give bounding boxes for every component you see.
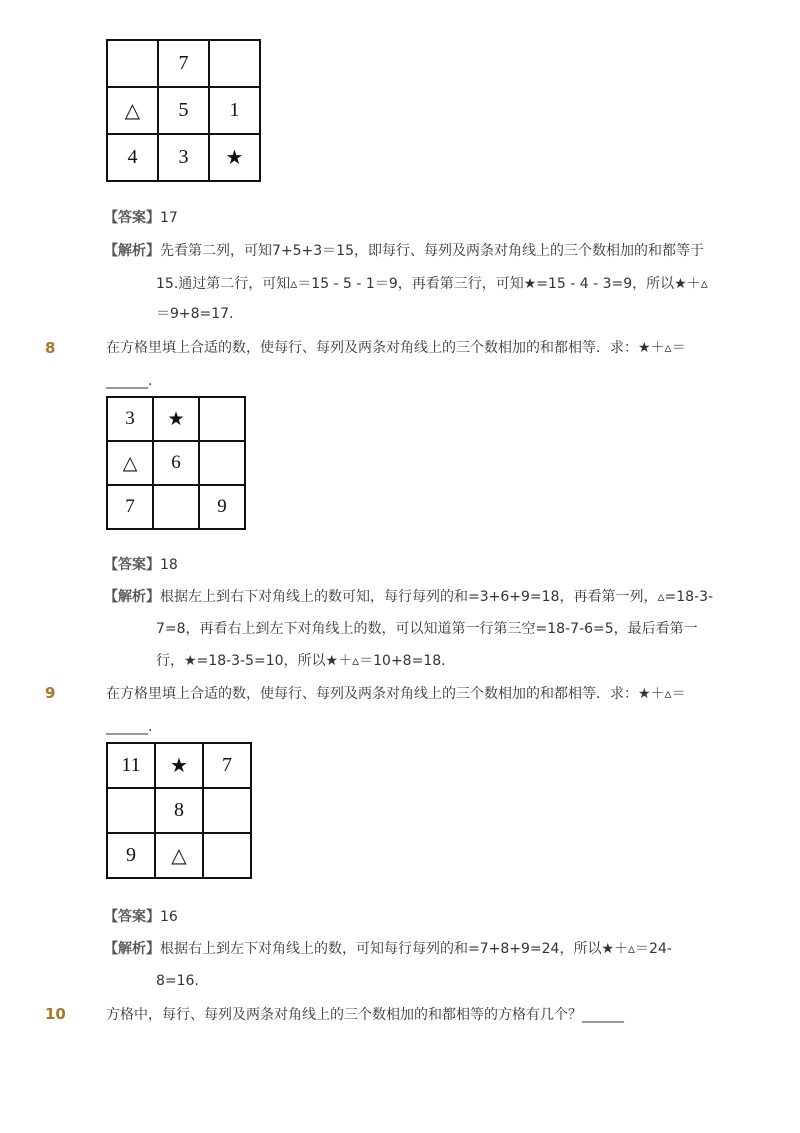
analysis-line: ＝9+8=17. bbox=[156, 306, 234, 322]
grid-cell bbox=[153, 485, 199, 529]
analysis-row-q8 bbox=[104, 588, 713, 606]
triangle-icon: △ bbox=[107, 87, 158, 134]
question-number: 10 bbox=[45, 1005, 66, 1023]
grid-cell: 9 bbox=[107, 833, 155, 878]
grid-cell: 8 bbox=[155, 788, 203, 833]
grid-cell bbox=[199, 441, 245, 485]
grid-cell: 7 bbox=[107, 485, 153, 529]
analysis-line: 先看第二列，可知7+5+3＝15，即每行、每列及两条对角线上的三个数相加的和都等于 bbox=[160, 243, 704, 259]
grid-cell: 9 bbox=[199, 485, 245, 529]
grid-cell bbox=[203, 833, 251, 878]
analysis-line: 8=16. bbox=[156, 973, 199, 989]
grid-cell bbox=[203, 788, 251, 833]
grid-cell: 7 bbox=[158, 40, 209, 87]
analysis-line: 7=8，再看右上到左下对角线上的数，可以知道第一行第三空=18-7-6=5，最后看第一 bbox=[156, 621, 698, 637]
grid-cell: 1 bbox=[209, 87, 260, 134]
analysis-tag: 【解析】 bbox=[104, 941, 160, 957]
star-icon: ★ bbox=[155, 743, 203, 788]
question-text: 在方格里填上合适的数，使每行、每列及两条对角线上的三个数相加的和都相等．求：★＋▵＝ bbox=[106, 340, 686, 356]
answer-value: 17 bbox=[160, 210, 178, 226]
grid-cell bbox=[209, 40, 260, 87]
grid-cell: 5 bbox=[158, 87, 209, 134]
question-number: 9 bbox=[45, 684, 56, 702]
analysis-line: 行，★=18-3-5=10，所以★＋▵＝10+8=18. bbox=[156, 653, 446, 669]
answer-row-q8 bbox=[104, 556, 178, 574]
question-text: 在方格里填上合适的数，使每行、每列及两条对角线上的三个数相加的和都相等．求：★＋▵＝ bbox=[106, 686, 686, 702]
analysis-tag: 【解析】 bbox=[104, 243, 160, 259]
grid-cell: 7 bbox=[203, 743, 251, 788]
grid-cell bbox=[107, 40, 158, 87]
analysis-line: 根据右上到左下对角线上的数，可知每行每列的和=7+8+9=24，所以★＋▵＝24- bbox=[160, 941, 672, 957]
answer-tag: 【答案】 bbox=[104, 210, 160, 226]
analysis-line: 根据左上到右下对角线上的数可知，每行每列的和=3+6+9=18，再看第一列，▵=18-3- bbox=[160, 589, 714, 605]
answer-tag: 【答案】 bbox=[104, 909, 160, 925]
answer-row-q9 bbox=[104, 908, 178, 926]
grid-cell: 11 bbox=[107, 743, 155, 788]
question-number: 8 bbox=[45, 339, 56, 357]
grid-cell bbox=[199, 397, 245, 441]
magic-square-q7 bbox=[106, 39, 261, 182]
analysis-line: 15.通过第二行，可知▵＝15 - 5 - 1＝9，再看第三行，可知★=15 - 4 - 3=9，所以★＋▵ bbox=[156, 276, 708, 292]
analysis-row-q9 bbox=[104, 940, 672, 958]
answer-tag: 【答案】 bbox=[104, 557, 160, 573]
grid-cell: 6 bbox=[153, 441, 199, 485]
question-text: 方格中，每行、每列及两条对角线上的三个数相加的和都相等的方格有几个？______ bbox=[106, 1007, 624, 1023]
grid-cell: 4 bbox=[107, 134, 158, 181]
grid-cell: 3 bbox=[158, 134, 209, 181]
star-icon: ★ bbox=[153, 397, 199, 441]
answer-value: 16 bbox=[160, 909, 178, 925]
answer-blank: ______. bbox=[106, 373, 153, 389]
triangle-icon: △ bbox=[155, 833, 203, 878]
triangle-icon: △ bbox=[107, 441, 153, 485]
answer-blank: ______. bbox=[106, 719, 153, 735]
analysis-tag: 【解析】 bbox=[104, 589, 160, 605]
analysis-row-q7 bbox=[104, 242, 704, 260]
magic-square-q9 bbox=[106, 742, 252, 879]
answer-row-q7 bbox=[104, 209, 178, 227]
grid-cell bbox=[107, 788, 155, 833]
grid-cell: 3 bbox=[107, 397, 153, 441]
answer-value: 18 bbox=[160, 557, 178, 573]
magic-square-q8 bbox=[106, 396, 246, 530]
star-icon: ★ bbox=[209, 134, 260, 181]
